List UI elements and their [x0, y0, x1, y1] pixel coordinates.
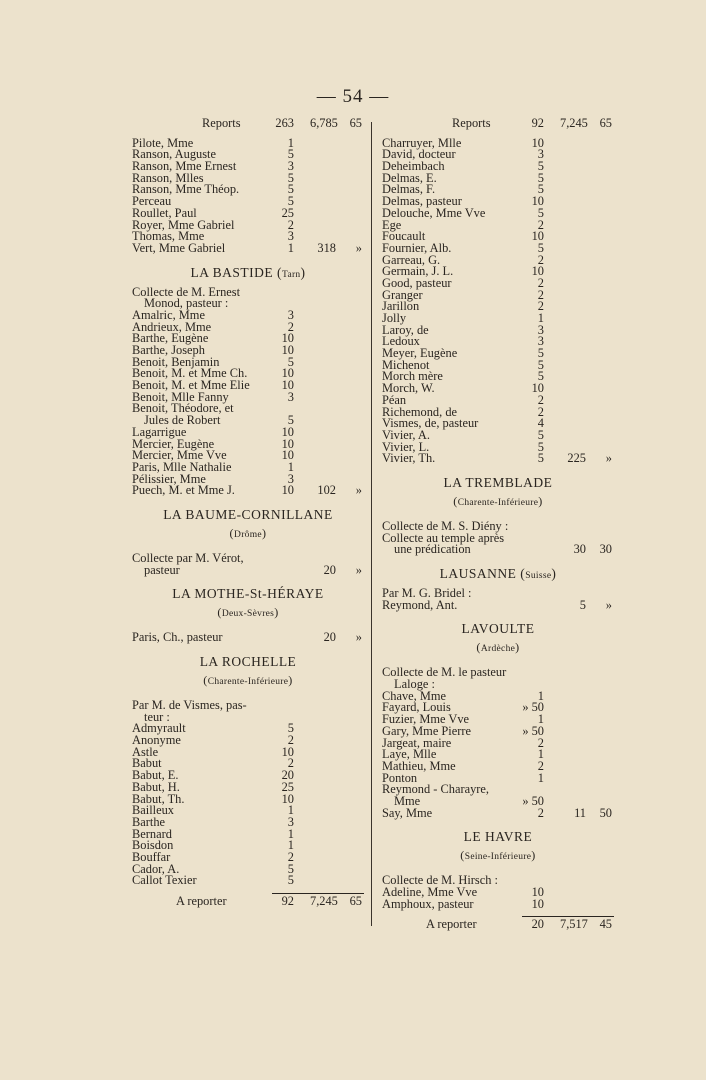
- entry-amount: 10: [531, 896, 544, 911]
- entry-name: Laroy, de: [382, 322, 429, 337]
- entry-row: [382, 544, 614, 556]
- entry-name: Babut, H.: [132, 779, 180, 794]
- entry-name: Collecte de M. le pasteur: [382, 665, 507, 680]
- entry-name: Astle: [132, 744, 159, 759]
- entry-row: [132, 735, 364, 747]
- entry-name: Amalric, Mme: [132, 307, 205, 322]
- entry-subtotal: 30: [573, 542, 586, 557]
- entry-name: Reymond - Charayre,: [382, 782, 490, 797]
- entry-amount: 10: [281, 744, 294, 759]
- entry-name: Pilote, Mme: [132, 135, 194, 150]
- entry-name: Royer, Mme Gabriel: [132, 217, 235, 232]
- entry-name: Morch mère: [382, 369, 443, 384]
- entry-amount: 5: [287, 354, 294, 369]
- entry-amount: 5: [287, 861, 294, 876]
- entry-amount: 2: [287, 733, 294, 748]
- section-title: LA BASTIDE (Tarn): [190, 264, 306, 280]
- entry-name: Michenot: [382, 357, 430, 372]
- entry-amount: 10: [281, 378, 294, 393]
- entry-row: [132, 632, 364, 644]
- entry-amount: 3: [537, 334, 544, 349]
- reports-row: Reports 263 6,785 65: [202, 116, 362, 130]
- entry-amount: 1: [287, 826, 294, 841]
- entry-cents: »: [355, 630, 362, 645]
- entry-name: Callot Texier: [132, 873, 197, 888]
- entry-name: Delouche, Mme Vve: [382, 205, 486, 220]
- entry-cents: »: [605, 597, 612, 612]
- section-title: LAVOULTE: [461, 621, 535, 637]
- entry-name: Pélissier, Mme: [132, 471, 206, 486]
- entries-group: [382, 667, 614, 819]
- entry-name: Mercier, Eugène: [132, 436, 215, 451]
- entries-group: [382, 588, 614, 611]
- entry-name: Delmas, F.: [382, 182, 436, 197]
- entry-name: Ranson, Mme Ernest: [132, 159, 237, 174]
- entry-amount: 10: [531, 885, 544, 899]
- entry-amount: 3: [287, 389, 294, 404]
- entry-name: Vismes, de, pasteur: [382, 416, 479, 431]
- entry-name: Vivier, L.: [382, 439, 430, 454]
- entry-amount: 1: [537, 712, 544, 727]
- entry-name: Good, pasteur: [382, 275, 452, 290]
- entry-name: Granger: [382, 287, 423, 302]
- entry-row: [132, 240, 364, 255]
- entry-amount: 5: [537, 182, 544, 197]
- entry-amount: 5: [537, 159, 544, 174]
- entry-name: Roullet, Paul: [132, 205, 197, 220]
- entry-row: [382, 205, 614, 220]
- entry-row: [132, 805, 364, 817]
- entry-name: Collecte de M. Hirsch :: [382, 873, 498, 888]
- section-title: LA ROCHELLE: [199, 654, 297, 669]
- section-title: LA TREMBLADE: [443, 474, 553, 490]
- entry-amount: » 50: [522, 700, 544, 715]
- entry-amount: 2: [537, 275, 544, 290]
- entry-name: Morch, W.: [382, 381, 435, 396]
- entry-amount: 3: [287, 229, 294, 244]
- entry-name: Mme: [394, 793, 421, 808]
- entry-amount: 4: [537, 416, 544, 431]
- entry-name: Fuzier, Mme Vve: [382, 712, 470, 727]
- entry-amount: 10: [281, 424, 294, 439]
- entry-amount: 2: [537, 392, 544, 407]
- entry-amount: 1: [537, 770, 544, 785]
- entry-name: Andrieux, Mme: [132, 319, 212, 334]
- entry-amount: 25: [281, 779, 294, 794]
- entry-subtotal: 11: [574, 805, 586, 820]
- entry-amount: 1: [537, 311, 544, 325]
- entry-name: Jargeat, maire: [382, 735, 452, 750]
- entry-amount: 2: [287, 319, 294, 334]
- entry-row: [382, 805, 614, 820]
- entry-amount: 1: [537, 688, 544, 703]
- entry-name: Fournier, Alb.: [382, 240, 452, 255]
- entry-name: Garreau, G.: [382, 252, 441, 267]
- entry-name: Cador, A.: [132, 861, 180, 876]
- entry-name: pasteur: [144, 562, 180, 577]
- entry-amount: 2: [537, 404, 544, 419]
- entry-row: [132, 744, 364, 759]
- entry-name: Bouffar: [132, 849, 171, 864]
- entry-name: Babut, Th.: [132, 791, 185, 806]
- entry-amount: 10: [531, 135, 544, 150]
- entry-amount: 2: [287, 756, 294, 771]
- entries-group: [132, 550, 364, 577]
- section-title: LE HAVRE: [463, 829, 533, 845]
- entry-name: Say, Mme: [382, 805, 433, 820]
- entries-group: [382, 875, 614, 910]
- entry-name: Germain, J. L.: [382, 264, 454, 279]
- entry-name: Jarillon: [382, 299, 420, 314]
- entry-name: Vert, Mme Gabriel: [132, 240, 226, 255]
- entry-name: Fayard, Louis: [382, 700, 451, 715]
- entry-name: Barthe, Eugène: [132, 331, 209, 346]
- entry-amount: 5: [537, 205, 544, 220]
- entry-name: Mathieu, Mme: [382, 758, 456, 773]
- entry-name: Laye, Mlle: [382, 747, 437, 762]
- entry-amount: 3: [537, 322, 544, 337]
- entry-amount: 1: [287, 459, 294, 474]
- entry-cents: »: [605, 451, 612, 466]
- section-subtitle: (Charente-Inférieure): [453, 493, 543, 508]
- entry-amount: 5: [287, 147, 294, 162]
- entry-name: Babut, E.: [132, 768, 179, 783]
- entry-amount: 10: [281, 366, 294, 381]
- entry-amount: 1: [287, 240, 294, 255]
- entry-cents: 50: [599, 805, 612, 820]
- entry-amount: 10: [531, 264, 544, 279]
- entry-name: Foucault: [382, 229, 426, 244]
- entry-name: Vivier, A.: [382, 427, 430, 442]
- entry-amount: 10: [281, 791, 294, 806]
- entry-name: Benoit, Théodore, et: [132, 401, 234, 416]
- entry-amount: 2: [287, 217, 294, 232]
- entry-amount: 25: [281, 205, 294, 220]
- entry-name: Collecte par M. Vérot,: [132, 550, 244, 565]
- entry-name: Laloge :: [394, 677, 435, 692]
- entries-group: [132, 632, 364, 644]
- entry-name: Ponton: [382, 770, 418, 785]
- entry-row: [132, 485, 364, 497]
- entry-name: Paris, Ch., pasteur: [132, 630, 223, 645]
- entry-amount: 5: [287, 170, 294, 185]
- entry-cents: »: [355, 240, 362, 255]
- entry-amount: » 50: [522, 793, 544, 808]
- entry-amount: 3: [287, 471, 294, 486]
- entry-amount: 1: [287, 838, 294, 853]
- entry-name: Amphoux, pasteur: [382, 896, 474, 911]
- entry-amount: 5: [287, 873, 294, 888]
- entry-name: Jules de Robert: [144, 413, 221, 428]
- entry-name: Péan: [382, 392, 407, 407]
- section-title: LA MOTHE-St-HÉRAYE: [172, 586, 324, 602]
- entry-subtotal: 5: [579, 597, 586, 612]
- entry-amount: 10: [281, 436, 294, 451]
- entry-amount: 2: [287, 849, 294, 864]
- section-title: LAUSANNE (Suisse): [439, 566, 557, 581]
- entry-name: Delmas, E.: [382, 170, 437, 185]
- entry-cents: »: [355, 483, 362, 498]
- entry-row: [382, 597, 614, 612]
- entry-cents: »: [355, 562, 362, 577]
- entry-amount: 5: [287, 413, 294, 428]
- entry-amount: 5: [537, 451, 544, 466]
- footer-row: A reporter 92 7,245 65: [176, 894, 362, 908]
- entry-name: Deheimbach: [382, 159, 445, 174]
- entry-amount: 5: [537, 346, 544, 361]
- entry-amount: 10: [531, 194, 544, 209]
- entry-name: Richemond, de: [382, 404, 458, 419]
- entry-name: David, docteur: [382, 147, 456, 162]
- entry-name: Benoit, M. et Mme Ch.: [132, 366, 248, 381]
- entry-name: Benoit, Mlle Fanny: [132, 389, 229, 404]
- entry-row: [382, 453, 614, 465]
- entry-name: Perceau: [132, 194, 172, 209]
- entry-subtotal: 20: [323, 562, 336, 577]
- entry-name: une prédication: [394, 542, 471, 557]
- entry-amount: 20: [281, 768, 294, 783]
- entry-name: Barthe: [132, 814, 166, 829]
- footer-row: A reporter 20 7,517 45: [426, 917, 612, 932]
- section-subtitle: (Charente-Inférieure): [203, 673, 293, 687]
- entry-name: Vivier, Th.: [382, 451, 436, 466]
- page-number: — 54 —: [316, 86, 390, 107]
- entry-amount: 3: [287, 814, 294, 829]
- entry-amount: 5: [287, 721, 294, 736]
- reports-row: Reports 92 7,245 65: [452, 116, 612, 130]
- entry-name: Mercier, Mme Vve: [132, 448, 227, 463]
- entry-name: Collecte de M. Ernest: [132, 284, 241, 299]
- entry-amount: 3: [287, 159, 294, 174]
- entry-amount: 3: [537, 147, 544, 162]
- entry-name: Charruyer, Mlle: [382, 135, 462, 150]
- entry-name: Lagarrigue: [132, 424, 187, 439]
- entry-name: Thomas, Mme: [132, 229, 205, 244]
- entry-amount: 5: [537, 369, 544, 384]
- section-subtitle: (Drôme): [229, 525, 267, 540]
- entry-name: Barthe, Joseph: [132, 343, 205, 357]
- entry-amount: 2: [537, 217, 544, 232]
- entries-group: [132, 135, 364, 255]
- entry-name: Puech, M. et Mme J.: [132, 483, 235, 498]
- section-title: LA BAUME-CORNILLANE: [163, 506, 333, 522]
- entry-name: Benoit, Benjamin: [132, 354, 220, 369]
- entries-group: [382, 518, 614, 557]
- column-divider: [371, 122, 372, 926]
- entry-name: Ranson, Auguste: [132, 147, 216, 162]
- entry-amount: 10: [531, 229, 544, 244]
- entry-name: Boisdon: [132, 838, 174, 853]
- section-subtitle: (Deux-Sèvres): [217, 605, 279, 620]
- entry-row: [382, 896, 614, 911]
- entry-amount: 5: [287, 182, 294, 197]
- entry-amount: 5: [537, 439, 544, 454]
- entry-name: Jolly: [382, 311, 407, 325]
- entry-amount: 10: [531, 381, 544, 396]
- entry-row: [382, 301, 614, 313]
- entry-subtotal: 318: [317, 240, 336, 255]
- entry-amount: 2: [537, 758, 544, 773]
- entry-name: Ledoux: [382, 334, 420, 349]
- entry-name: Anonyme: [132, 733, 181, 748]
- entry-name: Meyer, Eugène: [382, 346, 458, 361]
- entry-subtotal: 225: [567, 451, 586, 466]
- entry-row: [132, 562, 364, 577]
- entry-name: Monod, pasteur :: [144, 296, 229, 311]
- entry-name: teur :: [144, 709, 170, 724]
- entry-name: Babut: [132, 756, 162, 771]
- entry-amount: 2: [537, 735, 544, 750]
- entry-name: Reymond, Ant.: [382, 597, 458, 612]
- entry-amount: 5: [537, 357, 544, 372]
- entry-name: Delmas, pasteur: [382, 194, 462, 209]
- entry-name: Paris, Mlle Nathalie: [132, 459, 232, 474]
- entry-amount: 2: [537, 287, 544, 302]
- entry-amount: 2: [537, 299, 544, 314]
- entry-amount: 1: [287, 803, 294, 818]
- entry-cents: 30: [599, 542, 612, 557]
- entry-amount: 10: [281, 483, 294, 498]
- left-column: [132, 118, 364, 908]
- right-column: [382, 118, 614, 931]
- entry-name: Benoit, M. et Mme Elie: [132, 378, 250, 393]
- entry-name: Bailleux: [132, 803, 174, 818]
- entry-name: Collecte au temple après: [382, 530, 505, 545]
- entries-group: [132, 284, 364, 498]
- entry-amount: 10: [281, 331, 294, 346]
- entry-subtotal: 20: [323, 630, 336, 645]
- entry-amount: 10: [281, 343, 294, 357]
- entry-name: Ranson, Mme Théop.: [132, 182, 240, 197]
- entries-group: [382, 135, 614, 466]
- entry-amount: 5: [537, 170, 544, 185]
- section-subtitle: (Seine-Inférieure): [460, 848, 536, 863]
- entry-name: Gary, Mme Pierre: [382, 723, 471, 738]
- entry-subtotal: 102: [317, 483, 336, 498]
- entry-name: Admyrault: [132, 721, 186, 736]
- entry-name: Chave, Mme: [382, 688, 447, 703]
- entry-name: Par M. G. Bridel :: [382, 586, 472, 600]
- entry-amount: 3: [287, 307, 294, 322]
- entry-amount: » 50: [522, 723, 544, 738]
- entry-row: [132, 875, 364, 887]
- entry-amount: 2: [537, 805, 544, 820]
- entry-name: Collecte de M. S. Diény :: [382, 518, 509, 533]
- section-subtitle: (Ardèche): [476, 640, 520, 655]
- entry-row: [382, 383, 614, 395]
- entry-name: Par M. de Vismes, pas-: [132, 698, 247, 712]
- entry-name: Ege: [382, 217, 402, 232]
- entry-amount: 10: [281, 448, 294, 463]
- entry-name: Ranson, Mlles: [132, 170, 204, 185]
- entry-amount: 2: [537, 252, 544, 267]
- entry-amount: 5: [287, 194, 294, 209]
- entry-name: Bernard: [132, 826, 172, 841]
- entry-amount: 5: [537, 240, 544, 255]
- entry-amount: 1: [537, 747, 544, 762]
- entries-group: [132, 700, 364, 887]
- entry-amount: 5: [537, 427, 544, 442]
- entry-name: Adeline, Mme Vve: [382, 885, 478, 899]
- entry-amount: 1: [287, 135, 294, 150]
